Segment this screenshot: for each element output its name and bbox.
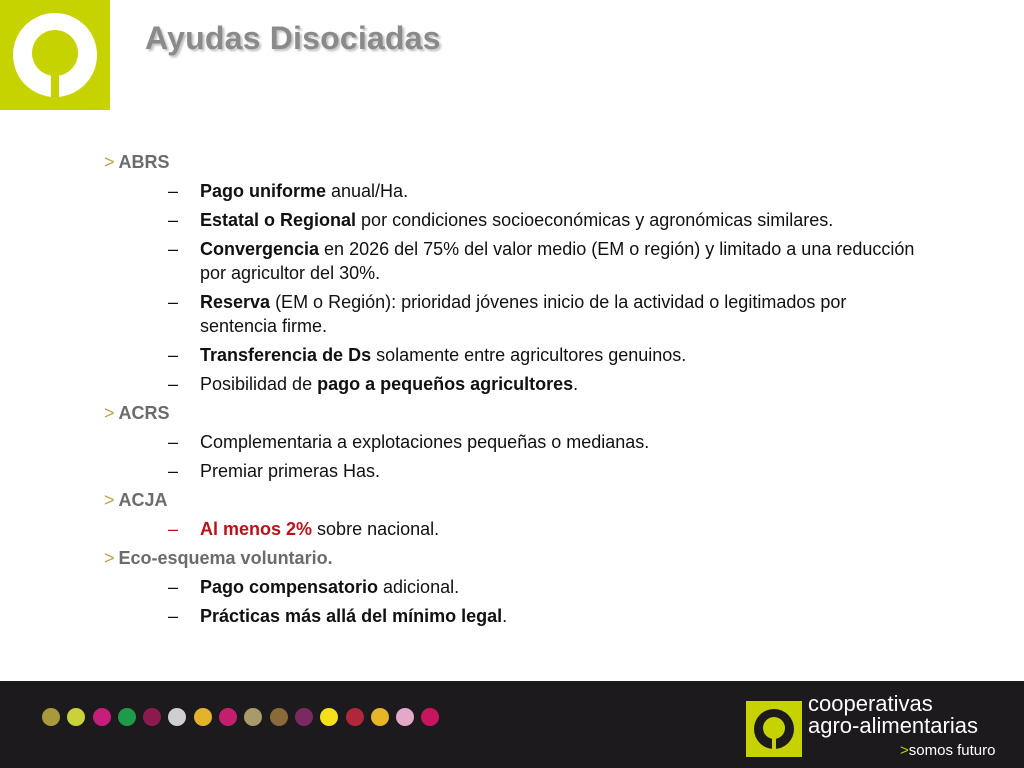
brand-line-2: agro-alimentarias [808, 713, 978, 738]
color-dot [168, 708, 186, 726]
section-label: ACJA [118, 490, 168, 510]
brand-line-1: cooperativas [808, 691, 933, 716]
dash-bullet: – [168, 210, 179, 230]
item-text-red: Al menos 2% [200, 519, 313, 539]
dash-bullet: – [168, 181, 179, 201]
slide-content [104, 150, 924, 633]
item-text-rest: . [502, 606, 508, 626]
color-dot [346, 708, 364, 726]
list-item [104, 459, 924, 483]
item-text-rest: solamente entre agricultores genuinos. [371, 345, 687, 365]
dash-bullet: – [168, 432, 179, 452]
list-item [104, 290, 924, 338]
color-dot [244, 708, 262, 726]
color-dot [219, 708, 237, 726]
dash-bullet: – [168, 461, 179, 481]
chevron-right-icon: > [900, 742, 909, 759]
dash-bullet: – [168, 374, 179, 394]
section-heading [104, 546, 924, 571]
item-text-rest: en 2026 del 75% del valor medio (EM o región) y limitado a una reducción por agricultor del 30%. [200, 239, 915, 283]
chevron-right-icon: > [104, 152, 115, 172]
item-text-bold: Prácticas más allá del mínimo legal [200, 606, 503, 626]
color-dot [320, 708, 338, 726]
color-dot [194, 708, 212, 726]
item-text-rest: adicional. [378, 577, 460, 597]
list-item [104, 343, 924, 367]
item-text-rest: sobre nacional. [312, 519, 440, 539]
page-title: Ayudas Disociadas [145, 20, 441, 56]
chevron-right-icon: > [104, 403, 115, 423]
list-item [104, 430, 924, 454]
item-text-bold: Pago uniforme [200, 181, 327, 201]
list-item [104, 179, 924, 203]
dash-bullet: – [168, 519, 179, 539]
brand-tagline [900, 740, 995, 762]
corner-logo [0, 0, 110, 110]
brand-logo [746, 701, 802, 757]
item-text-bold: Convergencia [200, 239, 320, 259]
item-text-bold: Transferencia de Ds [200, 345, 372, 365]
section-heading [104, 401, 924, 426]
color-dot [371, 708, 389, 726]
color-dot [396, 708, 414, 726]
item-text-pre: Posibilidad de [200, 374, 318, 394]
section-label: ACRS [118, 403, 170, 423]
color-dot [118, 708, 136, 726]
section-heading [104, 488, 924, 513]
section-label: ABRS [118, 152, 170, 172]
item-text-bold: Estatal o Regional [200, 210, 357, 230]
list-item [104, 372, 924, 396]
color-dot [93, 708, 111, 726]
item-text-bold: Reserva [200, 292, 271, 312]
chevron-right-icon: > [104, 490, 115, 510]
item-text-rest: anual/Ha. [326, 181, 409, 201]
dash-bullet: – [168, 577, 179, 597]
dash-bullet: – [168, 606, 179, 626]
item-text-rest: por condiciones socioeconómicas y agronómicas similares. [356, 210, 834, 230]
color-dot [270, 708, 288, 726]
list-item [104, 237, 924, 285]
item-text-rest: . [573, 374, 579, 394]
section-label: Eco-esquema voluntario. [118, 548, 333, 568]
dash-bullet: – [168, 239, 179, 259]
item-text-bold: pago a pequeños agricultores [317, 374, 574, 394]
item-text-rest: Premiar primeras Has. [200, 461, 381, 481]
color-dot [143, 708, 161, 726]
list-item [104, 575, 924, 599]
color-dot [421, 708, 439, 726]
tagline-text: somos futuro [908, 742, 996, 759]
color-dot [67, 708, 85, 726]
brand-name [808, 693, 995, 762]
dash-bullet: – [168, 292, 179, 312]
olive-logo-icon [0, 0, 110, 110]
list-item [104, 208, 924, 232]
dash-bullet: – [168, 345, 179, 365]
olive-logo-icon [746, 701, 802, 757]
color-dots [42, 708, 439, 726]
list-item [104, 517, 924, 541]
color-dot [295, 708, 313, 726]
color-dot [42, 708, 60, 726]
item-text-bold: Pago compensatorio [200, 577, 379, 597]
item-text-rest: Complementaria a explotaciones pequeñas o medianas. [200, 432, 650, 452]
section-heading [104, 150, 924, 175]
chevron-right-icon: > [104, 548, 115, 568]
list-item [104, 604, 924, 628]
item-text-rest: (EM o Región): prioridad jóvenes inicio de la actividad o legitimados por sentencia firme. [200, 292, 847, 336]
